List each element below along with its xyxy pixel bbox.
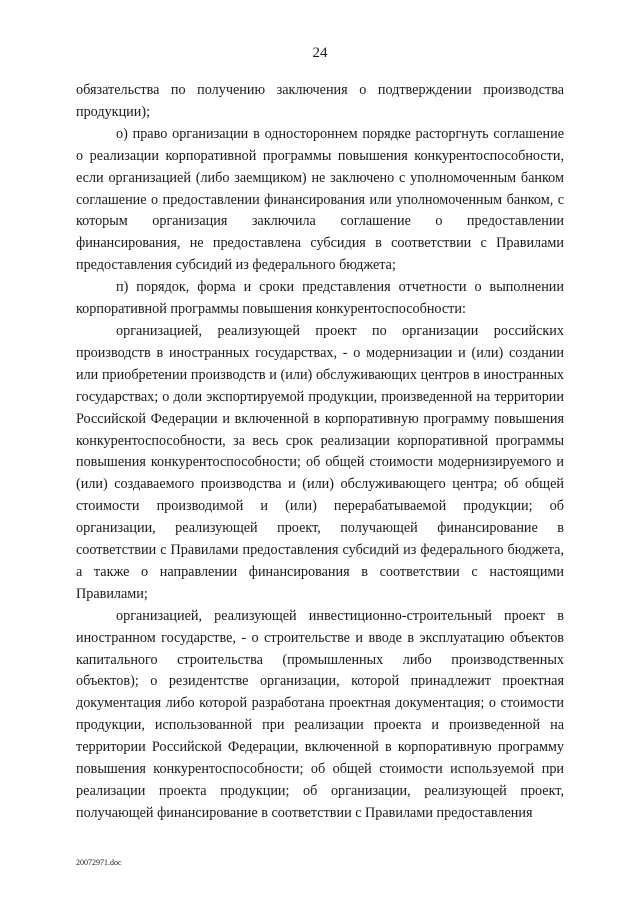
- footer-filename: 20072971.doc: [76, 858, 122, 867]
- paragraph-continuation: обязательства по получению заключения о подтверждении производства продукции);: [76, 82, 564, 120]
- page-number: 24: [312, 45, 328, 61]
- paragraph-foreign-production: организацией, реализующей проект по организации российских производств в иностранных государствах, - о модернизации и (или) создании или приобретении производств и (или) обслуживающих центров в иностранных государствах; о доли экспортируемой продукции, произведенной на территории Российской Федерации и включенной в корпоративную программу повышения конкурентоспособности, за весь срок реализации корпоративной программы повышения конкурентоспособности; об общей стоимости модернизируемого и (или) создаваемого производства и (или) обслуживающего центра; об общей стоимости производимой и (или) перерабатываемой продукции; об организации, реализующей проект, получающей финансирование в соответствии с Правилами предоставления субсидий из федерального бюджета, а также о направлении финансирования в соответствии с настоящими Правилами;: [76, 322, 564, 602]
- paragraph-item-o: о) право организации в одностороннем порядке расторгнуть соглашение о реализации корпоративной программы повышения конкурентоспособности, если организацией (либо заемщиком) не заключено с уполномоченным банком соглашение о предоставлении финансирования или уполномоченным банком, с которым организация заключила соглашение о предоставлении финансирования, не предоставлена субсидия в соответствии с Правилами предоставления субсидий из федерального бюджета;: [76, 125, 564, 274]
- paragraph-item-p: п) порядок, форма и сроки представления отчетности о выполнении корпоративной программы повышения конкурентоспособности:: [76, 279, 564, 318]
- paragraph-investment-project: организацией, реализующей инвестиционно-строительный проект в иностранном государстве, - о строительстве и вводе в эксплуатацию объектов капитального строительства (промышленных либо производственных объектов); о резидентстве организации, которой принадлежит проектная документация либо которой разработана проектная документация; о стоимости продукции, использованной при реализации проекта и произведенной на территории Российской Федерации, включенной в корпоративную программу повышения конкурентоспособности; об общей стоимости используемой при реализации проекта продукции; об организации, реализующей проект, получающей финансирование в соответствии с Правилами предоставления: [76, 607, 564, 821]
- body-text: [76, 80, 564, 825]
